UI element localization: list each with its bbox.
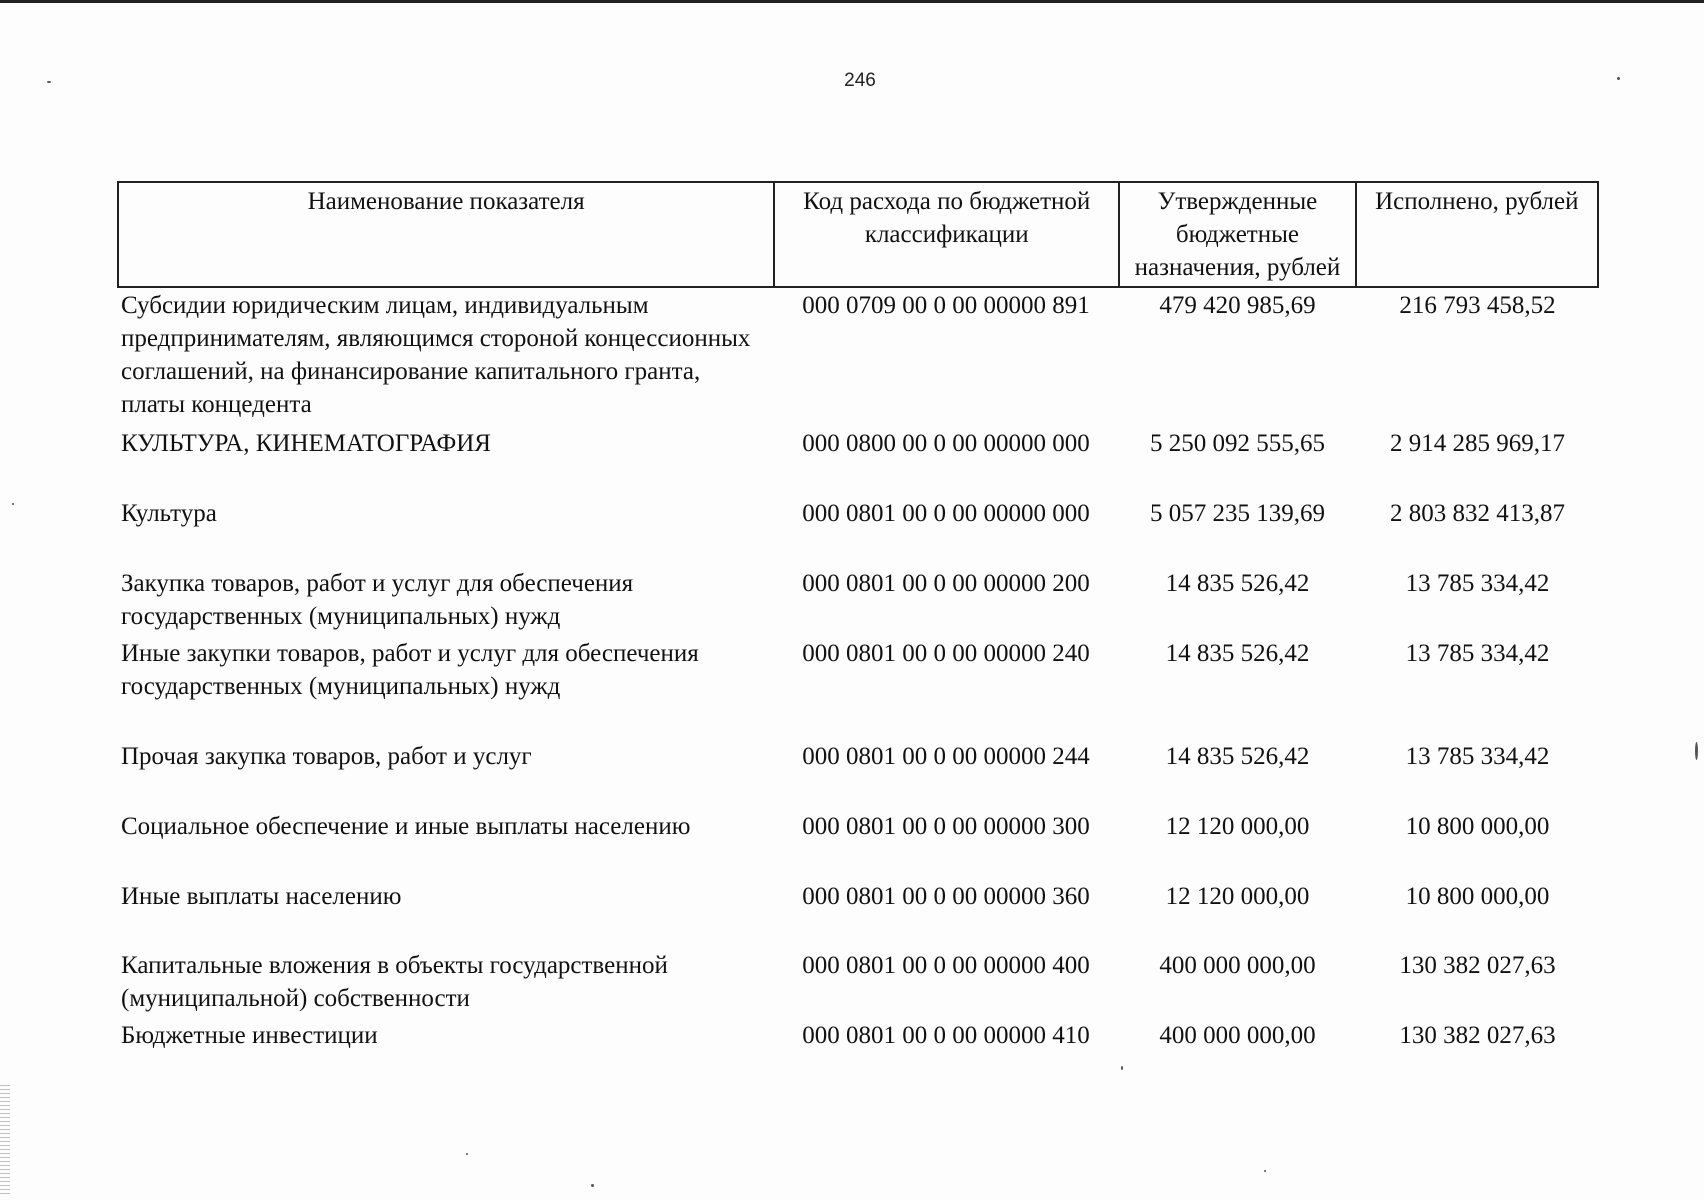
row-code: 000 0800 00 0 00 00000 000 <box>802 430 1090 457</box>
scan-speck <box>12 503 14 505</box>
scan-speck <box>591 1184 594 1187</box>
row-name: Бюджетные инвестиции <box>121 1022 378 1049</box>
page-number: 246 <box>844 70 876 91</box>
row-approved: 14 835 526,42 <box>1165 640 1310 667</box>
header-executed-amount: Исполнено, рублей <box>1355 183 1597 286</box>
row-executed: 10 800 000,00 <box>1405 883 1550 910</box>
row-approved: 14 835 526,42 <box>1165 743 1310 770</box>
row-approved: 400 000 000,00 <box>1159 1022 1316 1049</box>
table-row <box>117 880 1599 913</box>
table-row <box>117 810 1599 843</box>
scan-speck <box>1121 1066 1123 1070</box>
table-row <box>117 497 1599 530</box>
row-name: Иные выплаты населению <box>121 883 402 910</box>
row-code: 000 0801 00 0 00 00000 360 <box>802 883 1090 910</box>
row-name: Социальное обеспечение и иные выплаты населению <box>121 813 691 840</box>
row-code: 000 0801 00 0 00 00000 200 <box>802 570 1090 597</box>
row-executed: 10 800 000,00 <box>1405 813 1550 840</box>
scan-speck <box>1695 742 1698 760</box>
row-executed: 216 793 458,52 <box>1399 292 1556 319</box>
row-name: Закупка товаров, работ и услуг для обеспечения государственных (муниципальных) нужд <box>121 570 634 630</box>
budget-execution-table <box>117 181 1599 1049</box>
row-code: 000 0801 00 0 00 00000 300 <box>802 813 1090 840</box>
scan-speck <box>1264 1170 1266 1172</box>
row-approved: 479 420 985,69 <box>1159 292 1316 319</box>
row-executed: 2 914 285 969,17 <box>1390 430 1565 457</box>
row-executed: 13 785 334,42 <box>1405 570 1550 597</box>
scan-speck <box>47 81 51 83</box>
row-approved: 14 835 526,42 <box>1165 570 1310 597</box>
table-row <box>117 740 1599 773</box>
row-name: Культура <box>121 500 217 527</box>
table-row <box>117 949 1599 1015</box>
row-code: 000 0801 00 0 00 00000 000 <box>802 500 1090 527</box>
row-code: 000 0801 00 0 00 00000 240 <box>802 640 1090 667</box>
row-name: Капитальные вложения в объекты государственной (муниципальной) собственности <box>121 952 668 1012</box>
row-code: 000 0801 00 0 00 00000 400 <box>802 952 1090 979</box>
row-name: Иные закупки товаров, работ и услуг для обеспечения государственных (муниципальных) нужд <box>121 640 699 700</box>
table-row <box>117 427 1599 460</box>
table-row <box>117 637 1599 703</box>
top-scan-border <box>0 0 1704 3</box>
row-name: Субсидии юридическим лицам, индивидуальным предпринимателям, являющимся стороной концессионных соглашений, на финансирование капитального гранта, платы концедента <box>121 292 751 418</box>
row-name: КУЛЬТУРА, КИНЕМАТОГРАФИЯ <box>121 430 491 457</box>
row-approved: 5 057 235 139,69 <box>1150 500 1325 527</box>
row-name: Прочая закупка товаров, работ и услуг <box>121 743 532 770</box>
table-row <box>117 567 1599 633</box>
table-header <box>117 181 1599 288</box>
row-approved: 12 120 000,00 <box>1165 813 1310 840</box>
header-approved-amount: Утвержденные бюджетные назначения, рублей <box>1118 183 1354 286</box>
header-expense-code: Код расхода по бюджетной классификации <box>773 183 1118 286</box>
row-approved: 5 250 092 555,65 <box>1150 430 1325 457</box>
row-executed: 130 382 027,63 <box>1399 952 1556 979</box>
row-code: 000 0801 00 0 00 00000 410 <box>802 1022 1090 1049</box>
header-indicator-name: Наименование показателя <box>307 188 585 215</box>
scan-speck <box>466 1153 468 1155</box>
row-code: 000 0709 00 0 00 00000 891 <box>802 292 1090 319</box>
table-row <box>117 1019 1599 1052</box>
row-code: 000 0801 00 0 00 00000 244 <box>802 743 1090 770</box>
row-executed: 13 785 334,42 <box>1405 640 1550 667</box>
row-executed: 130 382 027,63 <box>1399 1022 1556 1049</box>
table-row <box>117 289 1599 421</box>
scan-speck <box>1617 77 1620 80</box>
row-approved: 12 120 000,00 <box>1165 883 1310 910</box>
row-executed: 13 785 334,42 <box>1405 743 1550 770</box>
row-approved: 400 000 000,00 <box>1159 952 1316 979</box>
scan-edge-noise <box>0 1085 10 1195</box>
row-executed: 2 803 832 413,87 <box>1390 500 1565 527</box>
